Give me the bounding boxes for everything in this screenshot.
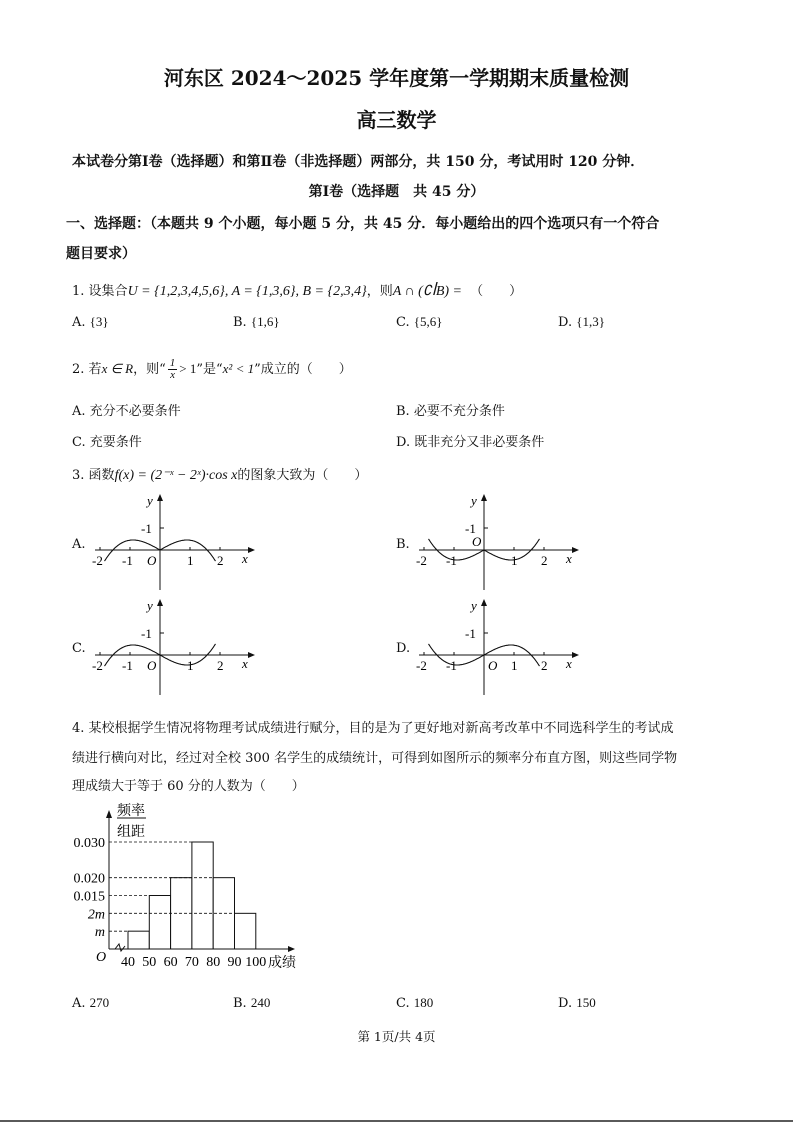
option-b[interactable]	[233, 995, 270, 1011]
x-tick-label: 1	[511, 553, 518, 568]
x-tick-label: 40	[121, 955, 135, 970]
option-c[interactable]	[72, 431, 142, 450]
histogram-bar	[192, 842, 213, 949]
question-stem: 若	[88, 362, 102, 377]
question-stem-suffix: 的图象大致为（ ）	[237, 468, 368, 483]
y-axis-label: y	[147, 598, 153, 613]
y-tick-label: 0.020	[73, 871, 105, 887]
x-tick-label: 1	[187, 553, 194, 568]
x-tick-label: -1	[122, 658, 133, 673]
x-axis-label: x	[242, 656, 248, 671]
x-tick-label: -2	[92, 553, 103, 568]
option-text: 240	[250, 995, 271, 1010]
option-label: B.	[396, 404, 410, 419]
y-tick-label: 0.015	[73, 889, 105, 905]
x-axis-arrow-icon	[572, 547, 579, 553]
answer-blank: （ ）	[470, 284, 523, 299]
graph-option-c[interactable]	[90, 597, 260, 697]
question-number: 4.	[72, 721, 85, 736]
question-stem-suffix: ”成立的（ ）	[254, 362, 352, 377]
axis-break-icon	[115, 944, 125, 951]
option-text: 150	[576, 995, 596, 1010]
y-axis-label: y	[147, 493, 153, 508]
option-a[interactable]	[72, 400, 181, 419]
inequality-2: x² < 1	[222, 361, 255, 376]
option-label: C.	[72, 435, 86, 450]
x-tick-label: 2	[217, 553, 224, 568]
option-b[interactable]	[396, 400, 505, 419]
fraction-denominator: x	[170, 369, 175, 381]
option-label: A.	[72, 315, 86, 330]
option-text: 必要不充分条件	[413, 404, 505, 419]
option-label: B.	[233, 315, 247, 330]
option-label: A.	[72, 996, 86, 1011]
y-axis-label: y	[471, 493, 477, 508]
option-label: C.	[396, 996, 410, 1011]
graph-option-c-label[interactable]: C.	[72, 641, 86, 656]
option-b[interactable]	[233, 314, 280, 330]
option-d[interactable]	[396, 431, 544, 450]
y-axis-arrow-icon	[481, 494, 487, 501]
question-stem-mid2: ”是“	[196, 362, 223, 377]
option-text: 180	[413, 995, 434, 1010]
function-expression: f(x) = (2⁻ˣ − 2ˣ)·cos x	[114, 468, 238, 483]
question-4	[72, 717, 674, 736]
option-text: {5,6}	[413, 314, 443, 329]
option-c[interactable]	[396, 314, 443, 330]
option-label: B.	[233, 996, 247, 1011]
x-axis-label: x	[566, 551, 572, 566]
question-4-line3: 理成绩大于等于 60 分的人数为（ ）	[72, 779, 305, 794]
exam-subject: 高三数学	[356, 108, 437, 132]
x-tick-label: -2	[416, 553, 427, 568]
y-tick-label: -1	[141, 626, 152, 641]
graph-option-b[interactable]	[414, 492, 584, 592]
x-tick-label: 2	[541, 658, 548, 673]
question-number: 2.	[72, 362, 85, 377]
x-tick-label: 100	[245, 955, 267, 970]
y-label-denominator: 组距	[117, 824, 145, 840]
option-text: 充分不必要条件	[89, 404, 181, 419]
x-axis-arrow-icon	[572, 652, 579, 658]
option-a[interactable]	[72, 995, 109, 1011]
option-label: A.	[72, 404, 86, 419]
x-axis-label: x	[242, 551, 248, 566]
section-instructions: 一、选择题：（本题共 9 个小题，每小题 5 分，共 45 分．每小题给出的四个选项只有一个符合	[66, 216, 660, 232]
y-axis-arrow-icon	[157, 599, 163, 606]
y-axis-arrow-icon	[106, 810, 112, 818]
origin-label: O	[96, 950, 107, 965]
option-text: 既非充分又非必要条件	[414, 435, 545, 450]
y-tick-label: -1	[465, 521, 476, 536]
y-axis-label: y	[471, 598, 477, 613]
x-tick-label: 1	[511, 658, 518, 673]
option-label: D.	[558, 996, 573, 1011]
y-tick-label: -1	[141, 521, 152, 536]
math-expression: U = {1,2,3,4,5,6}, A = {1,3,6}, B = {2,3,4}	[127, 284, 367, 299]
math-condition: x ∈ R	[101, 361, 134, 376]
x-tick-label: 60	[163, 955, 178, 970]
option-text: {1,6}	[250, 314, 280, 329]
option-text: {1,3}	[576, 314, 605, 329]
x-tick-label: 80	[206, 955, 221, 970]
question-stem: 设集合	[88, 284, 128, 299]
question-3	[72, 464, 367, 484]
x-tick-label: 70	[184, 955, 199, 970]
x-axis-arrow-icon	[248, 652, 255, 658]
x-tick-label: -1	[122, 553, 133, 568]
question-4-line2: 绩进行横向对比，经过对全校 300 名学生的成绩统计，可得到如图所示的频率分布直方图，则这些同学物	[72, 751, 678, 766]
origin-label: O	[472, 534, 482, 549]
origin-label: O	[488, 658, 498, 673]
question-number: 3.	[72, 468, 85, 483]
question-stem-line1: 某校根据学生情况将物理考试成绩进行赋分，目的是为了更好地对新高考改革中不同选科学生的考试成	[88, 721, 674, 736]
x-tick-label: 2	[541, 553, 548, 568]
x-tick-label: 1	[187, 658, 194, 673]
x-tick-label: -2	[416, 658, 427, 673]
origin-label: O	[147, 553, 157, 568]
option-d[interactable]	[558, 314, 605, 330]
x-axis-label: x	[566, 656, 572, 671]
frequency-histogram	[60, 795, 320, 975]
y-tick-label: 2m	[87, 907, 105, 923]
graph-option-a[interactable]	[90, 492, 260, 592]
histogram-bar	[235, 913, 256, 949]
y-label-numerator: 频率	[117, 803, 145, 819]
x-axis-arrow-icon	[248, 547, 255, 553]
question-2	[72, 358, 352, 381]
x-axis-label: 成绩	[268, 955, 296, 971]
y-tick-label: m	[94, 925, 105, 941]
histogram-bar	[149, 896, 170, 950]
option-d[interactable]	[558, 995, 596, 1011]
option-c[interactable]	[396, 995, 433, 1011]
question-stem-mid: ，则	[366, 284, 393, 299]
graph-option-b-label[interactable]: B.	[396, 537, 410, 552]
fraction	[168, 358, 178, 381]
graph-option-a-label[interactable]: A.	[72, 537, 86, 552]
question-number: 1.	[72, 284, 85, 299]
x-tick-label: -1	[446, 658, 457, 673]
graph-option-d-label[interactable]: D.	[396, 641, 411, 656]
x-tick-label: 2	[217, 658, 224, 673]
section-instructions-cont: 题目要求）	[66, 246, 136, 262]
x-tick-label: -2	[92, 658, 103, 673]
option-text: 270	[89, 995, 110, 1010]
option-text: {3}	[89, 314, 109, 329]
math-expression-2: A ∩ (∁ꟾB) =	[392, 284, 463, 299]
option-text: 充要条件	[89, 435, 142, 450]
origin-label: O	[147, 658, 157, 673]
y-tick-label: 0.030	[73, 836, 105, 851]
graph-option-d[interactable]	[414, 597, 584, 697]
question-stem-mid: ，则“	[133, 362, 166, 377]
exam-notice: 本试卷分第Ⅰ卷（选择题）和第Ⅱ卷（非选择题）两部分，共 150 分，考试用时 120 分钟．	[72, 154, 645, 170]
option-a[interactable]	[72, 314, 109, 330]
x-tick-label: -1	[446, 553, 457, 568]
y-tick-label: -1	[465, 626, 476, 641]
x-axis-arrow-icon	[288, 946, 295, 952]
x-tick-label: 50	[142, 955, 157, 970]
x-tick-label: 90	[227, 955, 242, 970]
question-1	[72, 280, 522, 300]
histogram-bar	[128, 931, 149, 949]
option-label: C.	[396, 315, 410, 330]
question-stem: 函数	[88, 468, 115, 483]
y-axis-arrow-icon	[481, 599, 487, 606]
y-axis-arrow-icon	[157, 494, 163, 501]
inequality-1: > 1	[179, 361, 197, 376]
part-title: 第Ⅰ卷（选择题 共 45 分）	[308, 184, 485, 200]
page-number: 第 1页/共 4页	[357, 1029, 436, 1044]
option-label: D.	[396, 435, 411, 450]
option-label: D.	[558, 315, 573, 330]
exam-title: 河东区 2024～2025 学年度第一学期期末质量检测	[163, 66, 630, 90]
fraction-numerator: 1	[169, 357, 176, 369]
